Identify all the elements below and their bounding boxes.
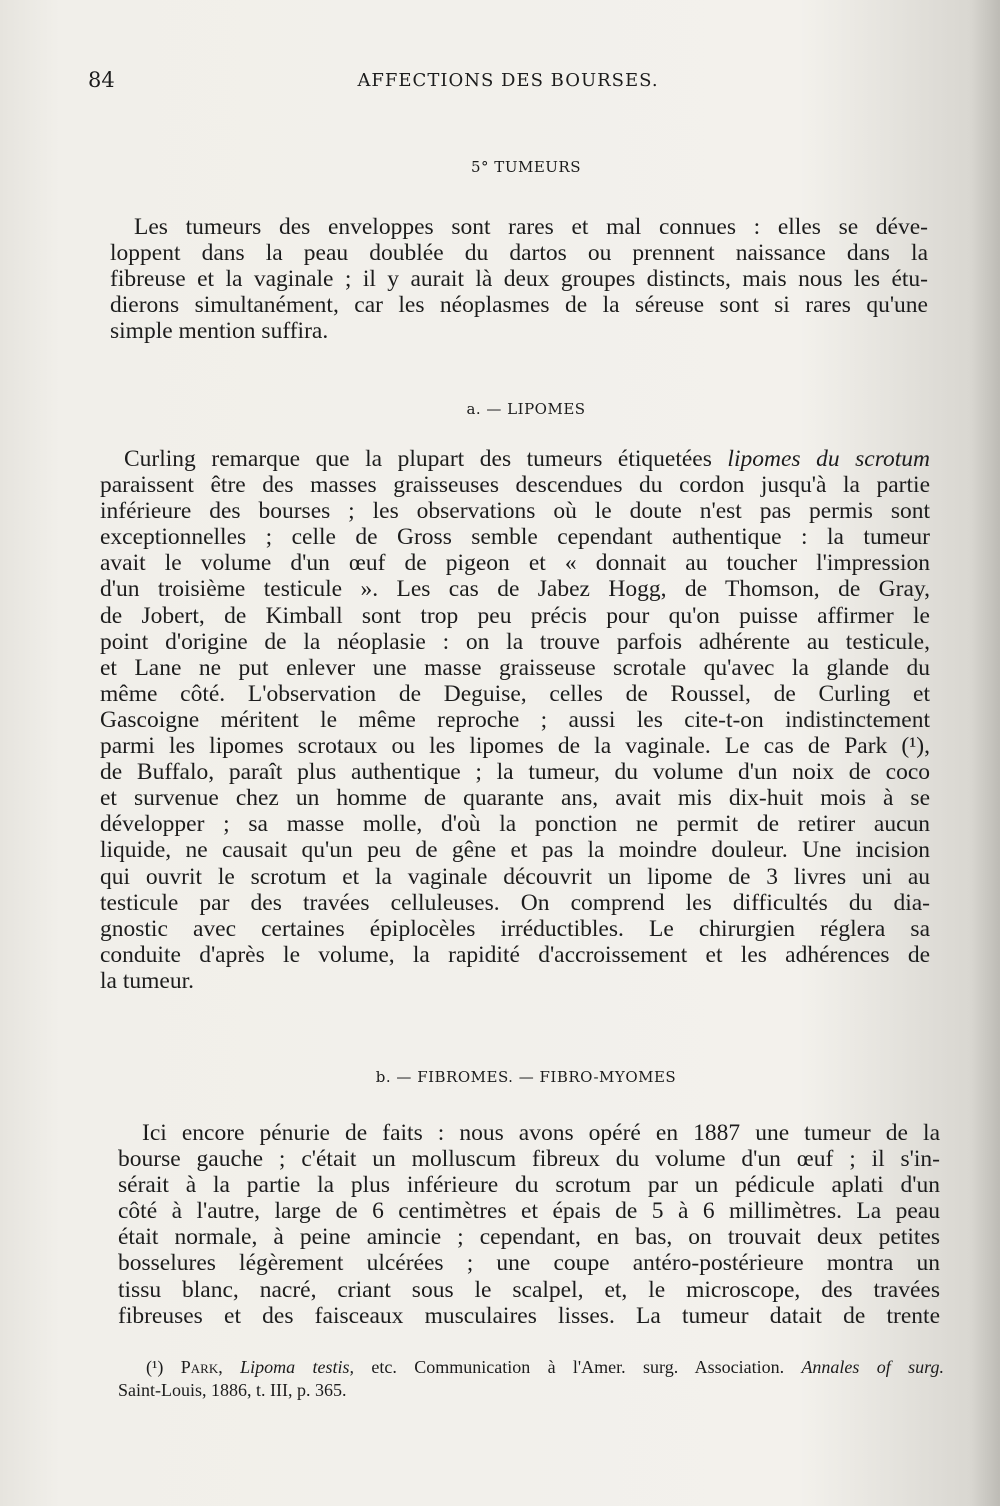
running-title: AFFECTIONS DES BOURSES. <box>357 70 659 91</box>
text-line: de Buffalo, paraît plus authentique ; la tumeur, du volume d'un noix de coco <box>100 759 930 786</box>
text-line: simple mention suffira. <box>110 318 329 345</box>
text-line: qui ouvrit le scrotum et la vaginale découvrit un lipome de 3 livres uni au <box>100 863 930 890</box>
text-line: de Jobert, de Kimball sont trop peu précis pour qu'on puisse affirmer le <box>100 602 930 629</box>
text-line: et Lane ne put enlever une masse graisseuse scrotale qu'avec la glande du <box>100 654 930 681</box>
paragraph-fibromes <box>118 1120 940 1329</box>
footnote-author: Park, <box>180 1357 223 1377</box>
paragraph-lipomes <box>100 446 930 994</box>
section-tumeurs <box>100 158 932 176</box>
section-fibromes <box>100 1068 932 1086</box>
text-line: liquide, ne causait qu'un peu de gêne et pas la moindre douleur. Une incision <box>100 837 930 864</box>
text-line: Les tumeurs des enveloppes sont rares et mal connues : elles se déve- <box>134 214 928 240</box>
page-header <box>88 68 928 100</box>
text-line: parmi les lipomes scrotaux ou les lipomes de la vaginale. Le cas de Park (¹), <box>100 733 930 760</box>
text-line: gnostic avec certaines épiplocèles irréductibles. Le chirurgien réglera sa <box>100 915 930 942</box>
page-number: 84 <box>88 68 115 92</box>
text-line: la tumeur. <box>100 967 194 994</box>
footnote-line: Saint-Louis, 1886, t. III, p. 365. <box>118 1380 347 1400</box>
text-line: Ici encore pénurie de faits : nous avons opéré en 1887 une tumeur de la <box>142 1120 940 1146</box>
text-line: fibreuses et des faisceaux musculaires lisses. La tumeur datait de trente <box>118 1302 940 1329</box>
paragraph-tumeurs <box>110 214 928 344</box>
text-line: d'un troisième testicule ». Les cas de Jabez Hogg, de Thomson, de Gray, <box>100 576 930 603</box>
text-line: bourse gauche ; c'était un molluscum fibreux du volume d'un œuf ; il s'in- <box>118 1146 940 1173</box>
footnote-marker: (¹) <box>146 1357 164 1377</box>
section-lipomes <box>100 400 932 418</box>
text-line: testicule par des travées celluleuses. On comprend les difficultés du dia- <box>100 889 930 916</box>
text-line: Gascoigne méritent le même reproche ; aussi les cite-t-on indistinctement <box>100 706 930 733</box>
text-line: conduite d'après le volume, la rapidité d'accroissement et les adhérences de <box>100 941 930 968</box>
text-line: inférieure des bourses ; les observations où le doute n'est pas permis sont <box>100 498 930 525</box>
text-line: même côté. L'observation de Deguise, celles de Roussel, de Curling et <box>100 680 930 707</box>
italic-term: lipomes du scrotum <box>727 446 930 472</box>
footnote-text: etc. Communication à l'Amer. surg. Association. <box>354 1357 802 1377</box>
text-line: dierons simultanément, car les néoplasmes de la séreuse sont si rares qu'une <box>110 292 928 319</box>
text-line: développer ; sa masse molle, d'où la ponction ne permit de retirer aucun <box>100 811 930 838</box>
text-line: loppent dans la peau doublée du dartos ou prennent naissance dans la <box>110 240 928 267</box>
text-line <box>100 446 930 472</box>
section-heading-tumeurs: 5° TUMEURS <box>471 158 581 176</box>
footnote-line <box>118 1356 944 1379</box>
text-line: bosselures légèrement ulcérées ; une coupe antéro-postérieure montra un <box>118 1250 940 1277</box>
text-line: exceptionnelles ; celle de Gross semble cependant authentique : la tumeur <box>100 524 930 551</box>
footnote-title: Lipoma testis, <box>240 1357 354 1377</box>
text-line: était normale, à peine amincie ; cependant, en bas, on trouvait deux petites <box>118 1224 940 1251</box>
text-line: avait le volume d'un œuf de pigeon et « donnait au toucher l'impression <box>100 550 930 577</box>
footnote-journal: Annales of surg. <box>801 1357 945 1377</box>
text-line: sérait à la partie la plus inférieure du scrotum par un pédicule aplati d'un <box>118 1172 940 1199</box>
section-heading-fibromes: b. — FIBROMES. — FIBRO-MYOMES <box>375 1068 677 1086</box>
text-line: côté à l'autre, large de 6 centimètres et épais de 5 à 6 millimètres. La peau <box>118 1198 940 1225</box>
text-line: et survenue chez un homme de quarante ans, avait mis dix-huit mois à se <box>100 785 930 812</box>
text-line: tissu blanc, nacré, criant sous le scalpel, et, le microscope, des travées <box>118 1276 940 1303</box>
text-span: Curling remarque que la plupart des tumeurs étiquetées <box>124 446 728 472</box>
section-heading-lipomes: a. — LIPOMES <box>466 400 586 418</box>
text-line: fibreuse et la vaginale ; il y aurait là deux groupes distincts, mais nous les étu- <box>110 266 928 293</box>
text-line: point d'origine de la néoplasie : on la trouve parfois adhérente au testicule, <box>100 628 930 655</box>
footnote <box>118 1356 944 1402</box>
text-line: paraissent être des masses graisseuses descendues du cordon jusqu'à la partie <box>100 472 930 499</box>
